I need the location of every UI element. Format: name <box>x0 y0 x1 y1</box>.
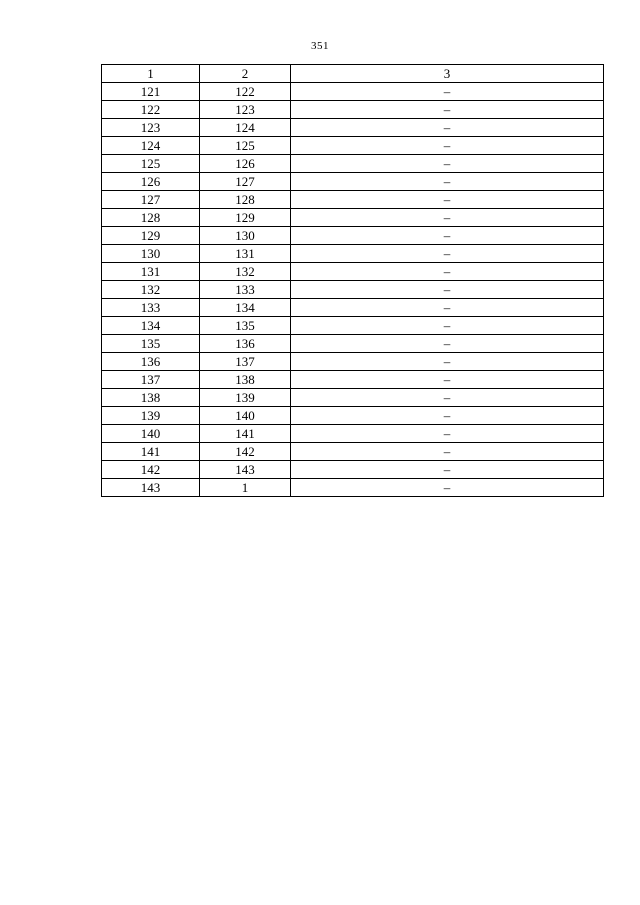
table-cell: – <box>291 407 604 425</box>
table-row <box>102 101 604 119</box>
table-cell: 133 <box>200 281 291 299</box>
table-row <box>102 299 604 317</box>
table-cell: – <box>291 461 604 479</box>
table-cell: 139 <box>102 407 200 425</box>
table-cell: – <box>291 173 604 191</box>
table-cell: 130 <box>102 245 200 263</box>
table-cell: 124 <box>200 119 291 137</box>
table-row <box>102 371 604 389</box>
table-cell: 131 <box>102 263 200 281</box>
header-row <box>102 65 604 83</box>
table-cell: 129 <box>102 227 200 245</box>
table-cell: 132 <box>200 263 291 281</box>
table-row <box>102 83 604 101</box>
data-table <box>101 64 604 497</box>
table-cell: 138 <box>102 389 200 407</box>
table-cell: – <box>291 263 604 281</box>
table-cell: – <box>291 155 604 173</box>
table-row <box>102 479 604 497</box>
table-cell: 139 <box>200 389 291 407</box>
table-header <box>102 65 604 83</box>
table-cell: 134 <box>102 317 200 335</box>
table-cell: 143 <box>200 461 291 479</box>
table-cell: 128 <box>102 209 200 227</box>
table-cell: – <box>291 389 604 407</box>
table-cell: 128 <box>200 191 291 209</box>
table-row <box>102 317 604 335</box>
table-cell: – <box>291 227 604 245</box>
table-cell: – <box>291 425 604 443</box>
table-cell: 134 <box>200 299 291 317</box>
table-cell: 135 <box>102 335 200 353</box>
table-cell: 136 <box>102 353 200 371</box>
table-cell: – <box>291 281 604 299</box>
table-cell: – <box>291 317 604 335</box>
table-cell: 137 <box>102 371 200 389</box>
table-row <box>102 353 604 371</box>
table-cell: 123 <box>102 119 200 137</box>
table-cell: – <box>291 245 604 263</box>
table-row <box>102 443 604 461</box>
table-row <box>102 137 604 155</box>
table-cell: 127 <box>200 173 291 191</box>
table-cell: 138 <box>200 371 291 389</box>
table-cell: 125 <box>102 155 200 173</box>
table-cell: – <box>291 299 604 317</box>
table-row <box>102 155 604 173</box>
table-cell: 142 <box>102 461 200 479</box>
table-cell: 129 <box>200 209 291 227</box>
table-cell: 122 <box>102 101 200 119</box>
table-cell: 136 <box>200 335 291 353</box>
column-header: 2 <box>200 65 291 83</box>
table-cell: 121 <box>102 83 200 101</box>
table-row <box>102 245 604 263</box>
table-cell: – <box>291 335 604 353</box>
table-cell: 126 <box>200 155 291 173</box>
table-cell: 123 <box>200 101 291 119</box>
table-row <box>102 119 604 137</box>
table-body <box>102 83 604 497</box>
table-cell: 141 <box>200 425 291 443</box>
table-cell: 140 <box>102 425 200 443</box>
table-row <box>102 425 604 443</box>
table-row <box>102 227 604 245</box>
table-cell: – <box>291 119 604 137</box>
table-cell: 141 <box>102 443 200 461</box>
table-cell: 131 <box>200 245 291 263</box>
column-header: 1 <box>102 65 200 83</box>
table-cell: 132 <box>102 281 200 299</box>
table-cell: 122 <box>200 83 291 101</box>
table-cell: 130 <box>200 227 291 245</box>
table-cell: 124 <box>102 137 200 155</box>
table-cell: – <box>291 209 604 227</box>
table-cell: 133 <box>102 299 200 317</box>
table-cell: 126 <box>102 173 200 191</box>
table-row <box>102 281 604 299</box>
table-cell: 140 <box>200 407 291 425</box>
table-cell: 142 <box>200 443 291 461</box>
table-row <box>102 173 604 191</box>
table-cell: 143 <box>102 479 200 497</box>
table-cell: 135 <box>200 317 291 335</box>
table-cell: – <box>291 371 604 389</box>
table-cell: 137 <box>200 353 291 371</box>
table-cell: – <box>291 443 604 461</box>
table-cell: – <box>291 101 604 119</box>
table-row <box>102 191 604 209</box>
table-row <box>102 209 604 227</box>
page-number: 351 <box>311 40 329 52</box>
table-row <box>102 389 604 407</box>
table-cell: – <box>291 353 604 371</box>
table-cell: 1 <box>200 479 291 497</box>
table-cell: – <box>291 191 604 209</box>
table-row <box>102 461 604 479</box>
table-cell: 125 <box>200 137 291 155</box>
table-row <box>102 263 604 281</box>
table-row <box>102 407 604 425</box>
table-cell: 127 <box>102 191 200 209</box>
table-cell: – <box>291 83 604 101</box>
table-row <box>102 335 604 353</box>
column-header: 3 <box>291 65 604 83</box>
table-cell: – <box>291 137 604 155</box>
table-cell: – <box>291 479 604 497</box>
